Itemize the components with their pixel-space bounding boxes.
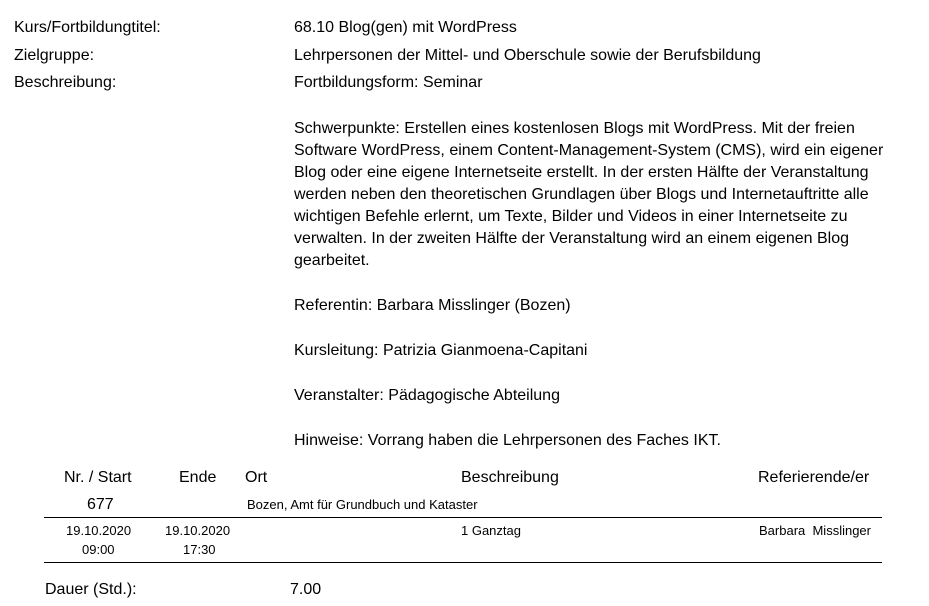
end-date: 19.10.2020 [165,523,231,538]
session-description: 1 Ganztag [461,523,521,538]
course-title-label: Kurs/Fortbildungtitel: [14,19,161,36]
speaker-line: Referentin: Barbara Misslinger (Bozen) [294,297,571,314]
header-description: Beschreibung [461,469,559,486]
table-bottom-rule [44,562,882,563]
duration-value: 7.00 [290,581,322,598]
header-location: Ort [245,469,268,486]
course-title-value: 68.10 Blog(gen) mit WordPress [294,19,517,36]
event-location: Bozen, Amt für Grundbuch und Kataster [247,497,478,512]
course-lead-line: Kursleitung: Patrizia Gianmoena-Capitani [294,342,588,359]
focus-paragraph: Schwerpunkte: Erstellen eines kostenlosen Blogs mit WordPress. Mit der freien Software WordPress, einem Content-Management-System (CMS), wird ein eigener Blog oder eine eigene Internetseite erstellt. In der ersten Hälfte der Veranstaltung werden neben den theoretischen Grundlagen über Blogs und Internetauftritte alle wichtigen Befehle erlernt, um Texte, Bilder und Videos in einer Internetseite zu verwalten. In der zweiten Hälfte der Veranstaltung wird an einem eigenen Blog gearbeitet. [294,120,884,269]
header-end: Ende [179,469,217,486]
start-time: 09:00 [82,542,115,557]
end-time: 17:30 [183,542,216,557]
notes-line: Hinweise: Vorrang haben die Lehrpersonen des Faches IKT. [294,432,721,449]
session-speaker: Barbara Misslinger [759,523,871,538]
target-group-label: Zielgruppe: [14,47,95,64]
header-nr-start: Nr. / Start [64,469,132,486]
target-group-value: Lehrpersonen der Mittel- und Oberschule sowie der Berufsbildung [294,47,761,64]
table-top-rule [44,517,882,518]
duration-label: Dauer (Std.): [45,581,137,598]
organizer-line: Veranstalter: Pädagogische Abteilung [294,387,560,404]
start-date: 19.10.2020 [66,523,132,538]
event-number: 677 [87,496,114,513]
header-speakers: Referierende/er [758,469,870,486]
description-label: Beschreibung: [14,74,117,91]
training-form: Fortbildungsform: Seminar [294,74,483,91]
